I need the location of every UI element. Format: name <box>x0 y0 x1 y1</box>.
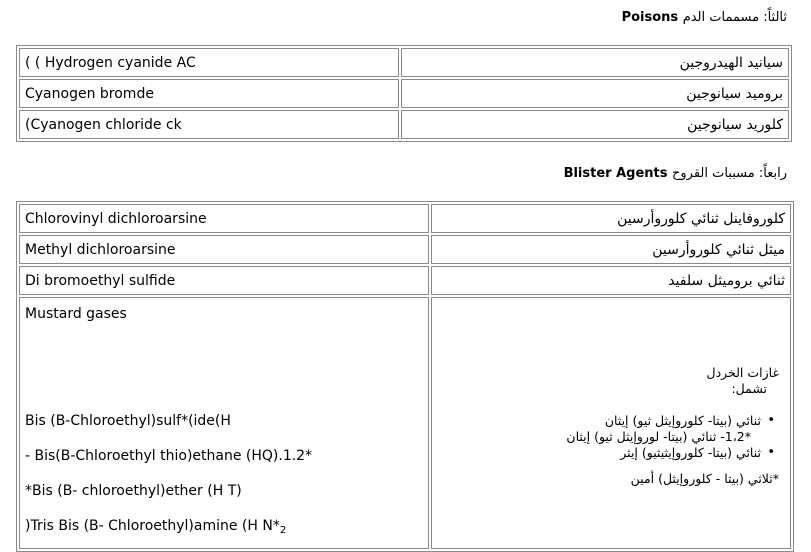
blister-table <box>16 201 794 552</box>
mustard-en-title: Mustard gases <box>25 306 127 322</box>
list-item: • ثنائي (بيتا- كلوروإيثل ثيو) إيثان <box>437 413 761 429</box>
section4-heading <box>564 166 787 181</box>
mustard-en-item-text: )Tris Bis (B- Chloroethyl)amine (H N* <box>25 518 280 534</box>
ar-cell: ثنائي بروميثل سلفيد <box>431 266 791 295</box>
section4-heading-en: Blister Agents <box>563 166 668 181</box>
table-row <box>19 266 791 295</box>
en-cell: Di bromoethyl sulfide <box>19 266 429 295</box>
list-item: • ثنائي (بيتا- كلوروإيثيثيو) إيثر <box>437 445 761 461</box>
mustard-ar-cell <box>431 297 791 549</box>
ar-cell: بروميد سيانوجين <box>401 79 789 108</box>
mustard-en-subscript: 2 <box>279 525 287 536</box>
mustard-ar-includes: تشمل: <box>731 381 767 396</box>
table-row <box>19 110 789 139</box>
table-row-mustard <box>19 297 791 549</box>
en-cell: Chlorovinyl dichloroarsine <box>19 204 429 233</box>
ar-cell: كلوريد سيانوجين <box>401 110 789 139</box>
section3-heading <box>622 10 787 25</box>
mustard-ar-title: غازات الخردل <box>706 365 779 380</box>
en-cell: (Cyanogen chloride ck <box>19 110 399 139</box>
section4-heading-ar: رابعاً: مسببات القروح <box>672 166 787 181</box>
mustard-en-item: Bis (B-Chloroethyl)sulf*(ide(H <box>25 413 231 429</box>
mustard-ar-list <box>437 413 779 461</box>
ar-cell: سيانيد الهيدروجين <box>401 48 789 77</box>
list-item: *1،2- ثنائي (بيتا- لوروإيثل ثيو) إيثان <box>566 429 751 444</box>
en-cell: Methyl dichloroarsine <box>19 235 429 264</box>
poisons-table <box>16 45 792 142</box>
table-row <box>19 48 789 77</box>
mustard-en-item: *Bis (B- chloroethyl)ether (H T) <box>25 483 242 499</box>
ar-cell: كلوروفاينل ثنائي كلوروأرسين <box>431 204 791 233</box>
table-row <box>19 235 791 264</box>
mustard-en-cell <box>19 297 429 549</box>
section3-heading-ar: ثالثاً: مسممات الدم <box>682 10 787 25</box>
section3-heading-en: Poisons <box>621 10 679 25</box>
en-cell: Cyanogen bromde <box>19 79 399 108</box>
table-row <box>19 204 791 233</box>
mustard-ar-block <box>437 359 785 487</box>
en-cell: ( ( Hydrogen cyanide AC <box>19 48 399 77</box>
mustard-en-item-last <box>25 509 423 548</box>
mustard-ar-last: *ثلاثي (بيتا - كلوروإيثل) أمين <box>630 471 779 486</box>
mustard-en-item: - Bis(B-Chloroethyl thio)ethane (HQ).1.2* <box>25 448 313 464</box>
table-row <box>19 79 789 108</box>
ar-cell: ميثل ثنائي كلوروأرسين <box>431 235 791 264</box>
